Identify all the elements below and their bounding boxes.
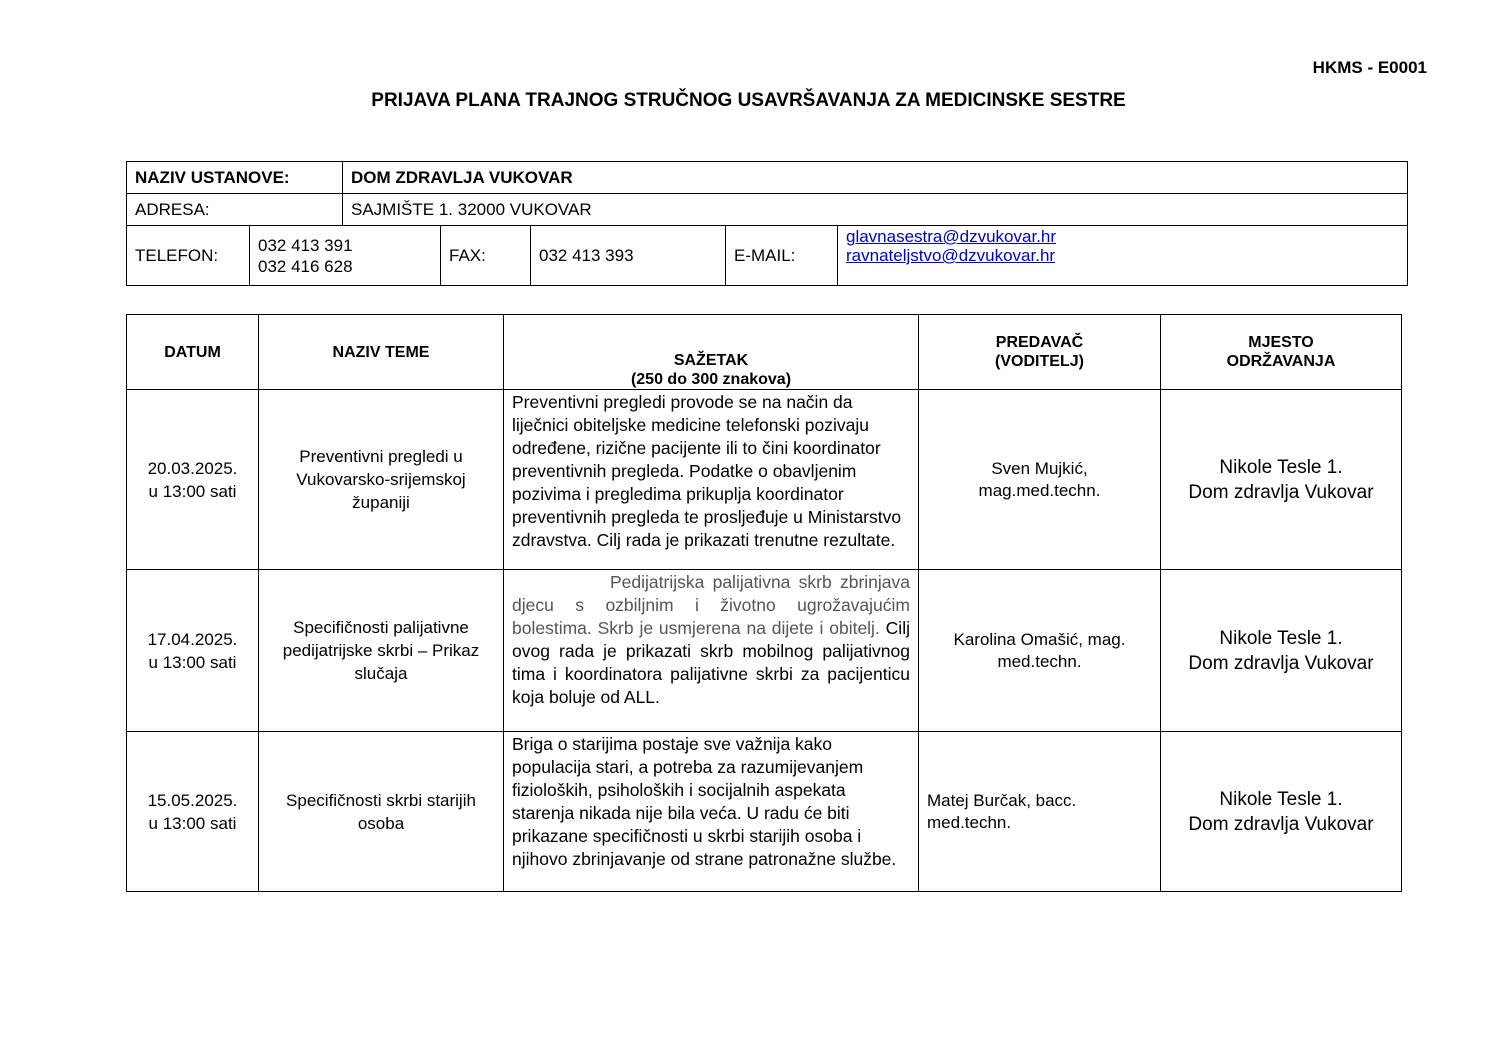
table-row [127, 732, 1402, 892]
document-title: PRIJAVA PLANA TRAJNOG STRUČNOG USAVRŠAVANJA ZA MEDICINSKE SESTRE [371, 90, 1126, 111]
institution-address-row [127, 194, 1408, 226]
date-cell [127, 732, 259, 892]
lecturer-header-note: (VODITELJ) [995, 353, 1084, 370]
summary-goal: Cilj ovog rada je prikazati skrb mobilnog palijativnog tima i koordinatora palijativne skrbi za pacijenticu koja boluje od ALL. [512, 618, 910, 707]
date-value: 15.05.2025. [147, 790, 238, 810]
lecturer-title: med.techn. [927, 812, 1012, 832]
email-link[interactable]: glavnasestra@dzvukovar.hr [846, 227, 1057, 246]
plan-table [126, 314, 1402, 892]
place-address: Nikole Tesle 1. [1219, 456, 1343, 478]
phone-number: 032 416 628 [258, 256, 353, 276]
lecturer-name: Karolina Omašić, mag. [953, 629, 1126, 649]
summary-cell: Preventivni pregledi provode se na način da liječnici obiteljske medicine telefonski pozivaju određene, rizične pacijente ili to čini koordinator preventivnih pregleda. Podatke o obavljenim pozivima i pregledima prikuplja koordinator preventivnih pregleda te prosljeđuje u Ministarstvo zdravstva. Cilj rada je prikazati trenutne rezultate. [504, 390, 919, 570]
document-code: HKMS - E0001 [1312, 58, 1427, 77]
place-address: Nikole Tesle 1. [1219, 627, 1343, 649]
topic-cell: Specifičnosti skrbi starijih osoba [259, 732, 504, 892]
column-header-topic: NAZIV TEME [259, 315, 504, 390]
phone-label: TELEFON: [127, 226, 250, 286]
lecturer-cell [919, 570, 1161, 732]
date-value: 17.04.2025. [147, 629, 238, 649]
date-value: 20.03.2025. [147, 458, 238, 478]
lecturer-cell [919, 390, 1161, 570]
phone-number: 032 413 391 [258, 235, 353, 255]
email-link[interactable]: ravnateljstvo@dzvukovar.hr [846, 246, 1056, 265]
institution-table [126, 161, 1408, 286]
lecturer-name: Matej Burčak, bacc. [927, 790, 1077, 810]
column-header-date: DATUM [127, 315, 259, 390]
institution-name-value: DOM ZDRAVLJA VUKOVAR [343, 162, 1408, 194]
lecturer-cell [919, 732, 1161, 892]
institution-name-label: NAZIV USTANOVE: [127, 162, 343, 194]
place-header-line-2: ODRŽAVANJA [1226, 353, 1336, 370]
place-header-line-1: MJESTO [1248, 334, 1314, 351]
topic-cell: Preventivni pregledi u Vukovarsko-srijemskoj županiji [259, 390, 504, 570]
place-name: Dom zdravlja Vukovar [1188, 652, 1374, 674]
time-value: u 13:00 sati [148, 481, 237, 501]
place-name: Dom zdravlja Vukovar [1188, 813, 1374, 835]
phone-values [250, 226, 441, 286]
place-cell [1161, 390, 1402, 570]
lecturer-title: med.techn. [997, 651, 1082, 671]
summary-intro: Pedijatrijska palijativna skrb zbrinjava djecu s ozbiljnim i životno ugrožavajućim bolestima. Skrb je usmjerena na dijete i obitelj. [512, 572, 910, 638]
column-header-place [1161, 315, 1402, 390]
fax-label: FAX: [441, 226, 531, 286]
summary-header-note: (250 do 300 znakova) [630, 371, 792, 388]
institution-name-row [127, 162, 1408, 194]
date-cell [127, 570, 259, 732]
address-label: ADRESA: [127, 194, 343, 226]
lecturer-name: Sven Mujkić, [991, 458, 1088, 478]
summary-cell: Briga o starijima postaje sve važnija kako populacija stari, a potreba za razumijevanjem fizioloških, psiholoških i socijalnih aspekata starenja nikada nije bila veća. U radu će biti prikazane specifičnosti u skrbi starijih osoba i njihovo zbrinjavanje od strane patronažne službe. [504, 732, 919, 892]
place-address: Nikole Tesle 1. [1219, 788, 1343, 810]
time-value: u 13:00 sati [148, 813, 237, 833]
place-cell [1161, 732, 1402, 892]
table-row [127, 390, 1402, 570]
fax-value: 032 413 393 [531, 226, 726, 286]
table-row [127, 570, 1402, 732]
lecturer-header-label: PREDAVAČ [995, 334, 1084, 351]
topic-cell: Specifičnosti palijativne pedijatrijske skrbi – Prikaz slučaja [259, 570, 504, 732]
email-label: E-MAIL: [726, 226, 838, 286]
institution-contact-row [127, 226, 1408, 286]
time-value: u 13:00 sati [148, 652, 237, 672]
column-header-lecturer [919, 315, 1161, 390]
address-value: SAJMIŠTE 1. 32000 VUKOVAR [343, 194, 1408, 226]
place-name: Dom zdravlja Vukovar [1188, 481, 1374, 503]
date-cell [127, 390, 259, 570]
email-values [838, 226, 1408, 286]
place-cell [1161, 570, 1402, 732]
summary-header-label: SAŽETAK [673, 352, 749, 369]
plan-header-row [127, 315, 1402, 390]
summary-cell [504, 570, 919, 732]
column-header-summary [504, 315, 919, 390]
lecturer-title: mag.med.techn. [978, 480, 1101, 500]
